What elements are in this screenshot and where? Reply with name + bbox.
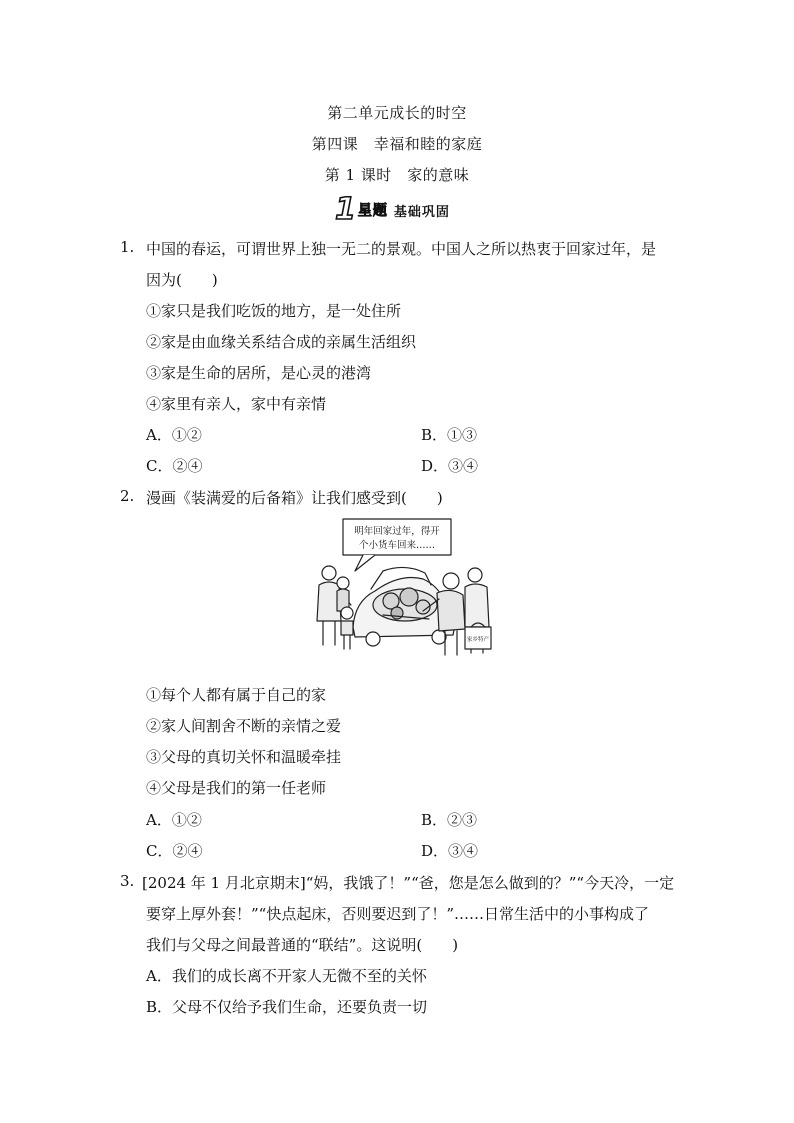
statement: ②家是由血缘关系结合成的亲属生活组织 [146, 333, 417, 351]
option-b[interactable]: B．①③ [421, 426, 478, 444]
statement: ③父母的真切关怀和温暖牵挂 [146, 748, 342, 766]
comic-illustration [305, 515, 495, 663]
statement: ②家人间割舍不断的亲情之爱 [146, 717, 342, 735]
question-number: 1. [120, 238, 135, 256]
bag-label: 家乡特产 [466, 637, 490, 643]
option-b[interactable]: B．父母不仅给予我们生命，还要负责一切 [146, 998, 428, 1016]
statement: ①每个人都有属于自己的家 [146, 686, 327, 704]
section-badge [335, 192, 450, 227]
statement: ①家只是我们吃饭的地方，是一处住所 [146, 302, 402, 320]
question-stem-line: 因为( ) [146, 271, 218, 289]
bubble-text-line-1: 明年回家过年，得开 [354, 526, 440, 537]
option-d[interactable]: D．③④ [421, 842, 479, 860]
statement: ④父母是我们的第一任老师 [146, 779, 327, 797]
statement: ③家是生命的居所，是心灵的港湾 [146, 364, 372, 382]
option-b[interactable]: B．②③ [421, 811, 478, 829]
option-a[interactable]: A．①② [146, 426, 202, 444]
option-a[interactable]: A．①② [146, 811, 202, 829]
badge-sub-label: 基础巩固 [393, 204, 450, 220]
option-c[interactable]: C．②④ [146, 842, 203, 860]
question-stem-line: 要穿上厚外套！”“快点起床，否则要迟到了！”……日常生活中的小事构成了 [146, 905, 650, 923]
option-c[interactable]: C．②④ [146, 457, 203, 475]
badge-number: 1 [335, 192, 356, 227]
lesson-title: 第四课 幸福和睦的家庭 [311, 135, 483, 153]
question-number: 3. [120, 872, 135, 890]
question-stem-line: 漫画《装满爱的后备箱》让我们感受到( ) [146, 489, 443, 507]
period-title: 第 1 课时 家的意味 [324, 166, 470, 184]
question-number: 2. [120, 487, 135, 505]
option-a[interactable]: A．我们的成长离不开家人无微不至的关怀 [146, 967, 427, 985]
question-stem-line: 我们与父母之间最普通的“联结”。这说明( ) [146, 936, 459, 954]
option-d[interactable]: D．③④ [421, 457, 479, 475]
question-stem-line: 中国的春运，可谓世界上独一无二的景观。中国人之所以热衷于回家过年，是 [146, 240, 657, 258]
unit-title: 第二单元成长的时空 [327, 104, 467, 122]
bubble-text-line-2: 个小货车回来…… [358, 540, 436, 551]
statement: ④家里有亲人，家中有亲情 [146, 395, 327, 413]
question-stem-line: [2024 年 1 月北京期末]“妈，我饿了！”“爸，您是怎么做到的？”“今天冷，一定 [142, 874, 675, 892]
badge-main-label: 星题 [357, 203, 388, 219]
